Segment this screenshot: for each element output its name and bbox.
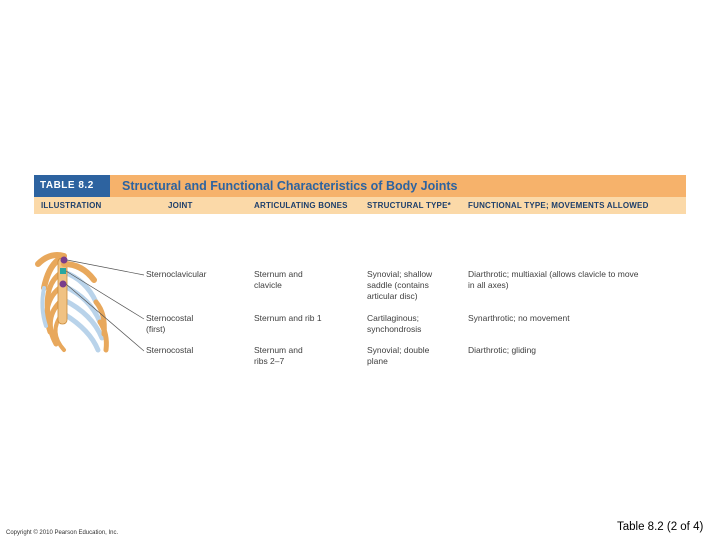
table-body bbox=[34, 214, 686, 366]
row2-functional: Synarthrotic; no movement bbox=[468, 313, 570, 323]
sternocostal-marker bbox=[60, 281, 67, 288]
slide-label: Table 8.2 (2 of 4) bbox=[617, 521, 704, 533]
header-bones: ARTICULATING BONES bbox=[254, 201, 348, 210]
row1-functional: Diarthrotic; multiaxial (allows clavicle to move in all axes) bbox=[468, 269, 639, 290]
table-title-bar bbox=[34, 175, 686, 197]
row3-structural: Synovial; double plane bbox=[367, 345, 430, 366]
header-structural: STRUCTURAL TYPE* bbox=[367, 201, 451, 210]
header-joint: JOINT bbox=[168, 201, 193, 210]
row3-functional: Diarthrotic; gliding bbox=[468, 345, 537, 355]
header-functional: FUNCTIONAL TYPE; MOVEMENTS ALLOWED bbox=[468, 201, 649, 210]
sternoclavicular-marker bbox=[61, 257, 68, 264]
row2-joint: Sternocostal (first) bbox=[146, 313, 194, 334]
table-header-row bbox=[34, 197, 686, 214]
row1-joint: Sternoclavicular bbox=[146, 269, 207, 279]
table-title: Structural and Functional Characteristics of Body Joints bbox=[122, 179, 458, 193]
first-sternocostal-marker bbox=[60, 268, 66, 274]
header-illustration: ILLUSTRATION bbox=[41, 201, 102, 210]
row2-bones: Sternum and rib 1 bbox=[254, 313, 322, 323]
joints-table bbox=[34, 175, 686, 366]
row1-structural: Synovial; shallow saddle (contains articular disc) bbox=[367, 269, 433, 301]
row2-structural: Cartilaginous; synchondrosis bbox=[367, 313, 422, 334]
row3-joint: Sternocostal bbox=[146, 345, 194, 355]
copyright-notice: Copyright © 2010 Pearson Education, Inc. bbox=[6, 530, 119, 536]
table-label: TABLE 8.2 bbox=[34, 175, 110, 197]
row3-bones: Sternum and ribs 2–7 bbox=[254, 345, 303, 366]
rib-cage-illustration bbox=[34, 214, 154, 354]
row1-bones: Sternum and clavicle bbox=[254, 269, 303, 290]
